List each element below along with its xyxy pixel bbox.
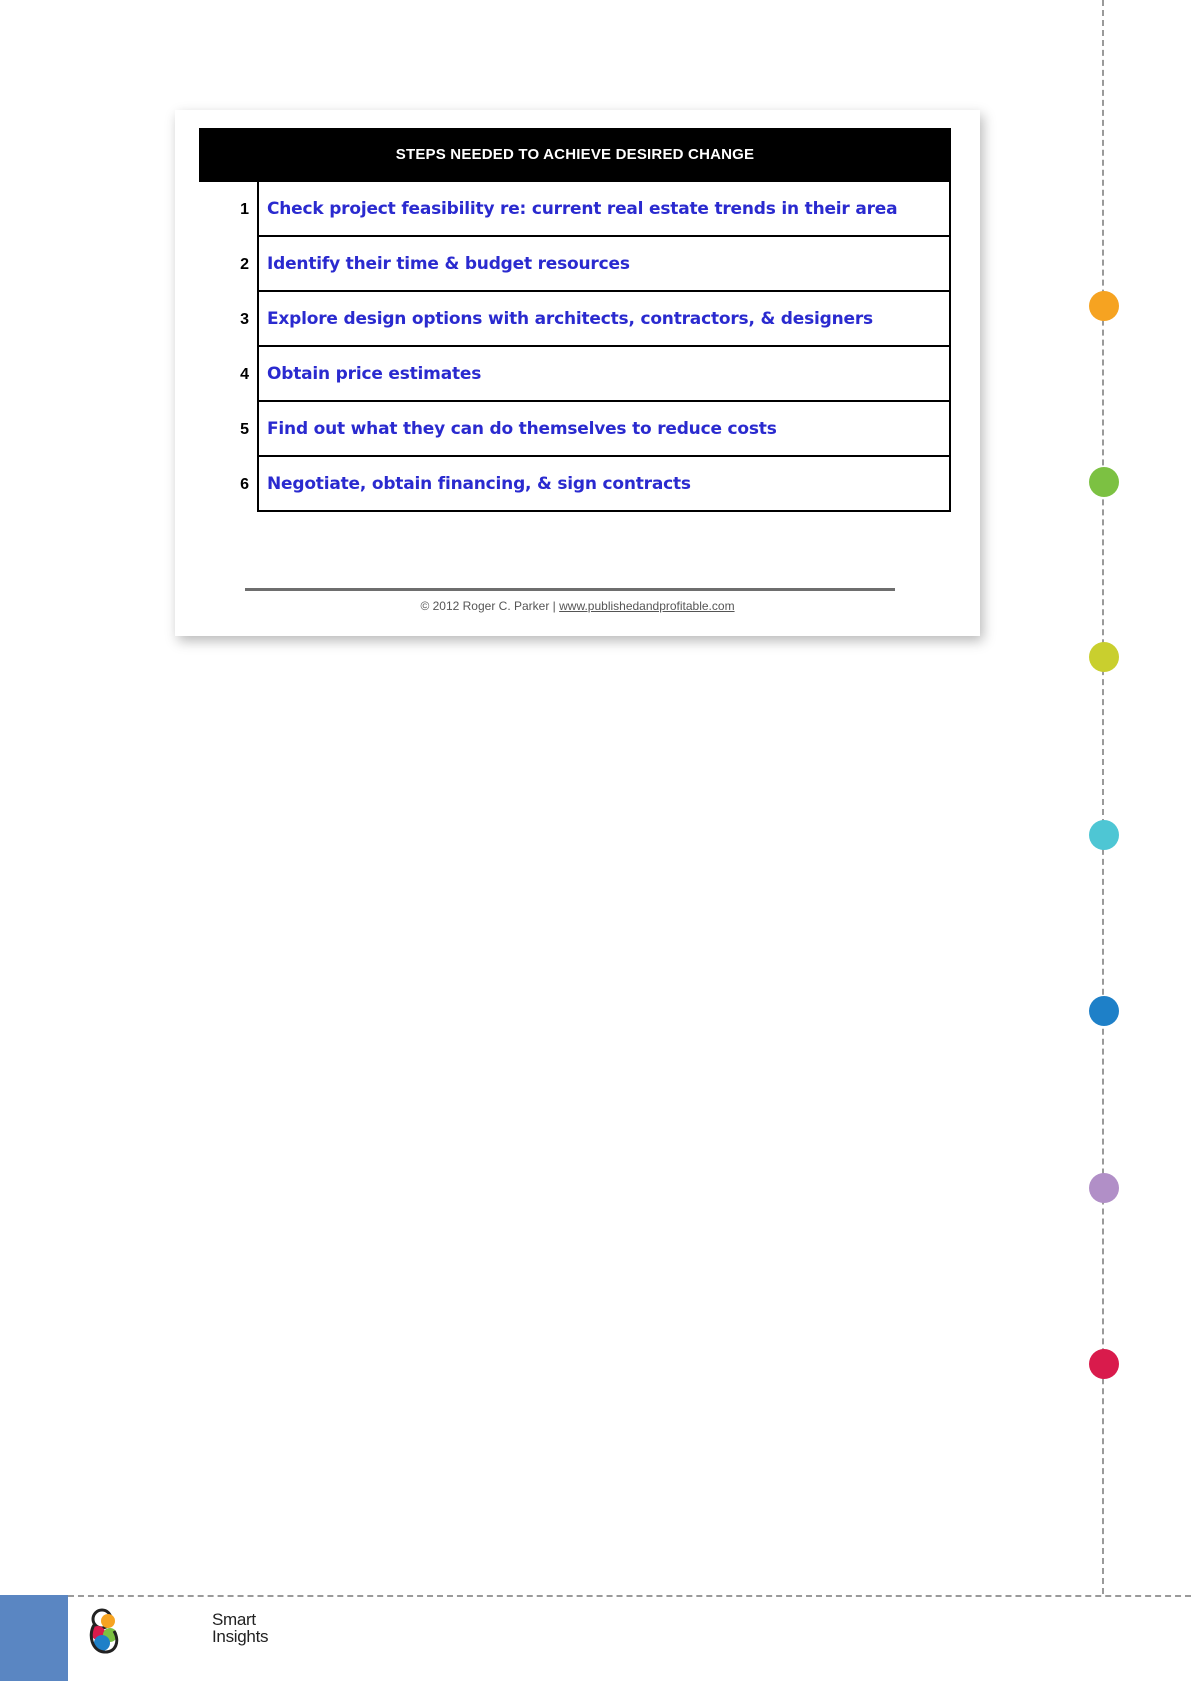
credit-text: © 2012 Roger C. Parker | bbox=[420, 599, 560, 613]
step-row bbox=[199, 347, 951, 402]
bottom-dashed-rule bbox=[68, 1595, 1191, 1597]
steps-list bbox=[199, 182, 951, 512]
logo-icon bbox=[88, 1607, 124, 1655]
step-text: Identify their time & budget resources bbox=[257, 237, 951, 292]
slide-divider bbox=[245, 588, 895, 591]
step-number: 2 bbox=[240, 256, 249, 273]
lime-dot bbox=[1089, 642, 1119, 672]
orange-dot bbox=[1089, 291, 1119, 321]
step-text: Obtain price estimates bbox=[257, 347, 951, 402]
purple-dot bbox=[1089, 1173, 1119, 1203]
smart-insights-logo bbox=[88, 1607, 269, 1657]
step-number: 4 bbox=[240, 366, 249, 383]
step-text: Negotiate, obtain financing, & sign contracts bbox=[257, 457, 951, 512]
slide-header: STEPS NEEDED TO ACHIEVE DESIRED CHANGE bbox=[199, 128, 951, 182]
step-text: Check project feasibility re: current real estate trends in their area bbox=[257, 182, 951, 237]
step-row bbox=[199, 402, 951, 457]
step-number: 5 bbox=[240, 421, 249, 438]
step-row bbox=[199, 457, 951, 512]
logo-word-smart: Smart bbox=[212, 1610, 256, 1629]
step-number: 3 bbox=[240, 311, 249, 328]
step-row bbox=[199, 292, 951, 347]
slide-credit bbox=[175, 599, 980, 613]
step-text: Explore design options with architects, contractors, & designers bbox=[257, 292, 951, 347]
red-dot bbox=[1089, 1349, 1119, 1379]
step-row bbox=[199, 237, 951, 292]
footer-color-block bbox=[0, 1595, 68, 1681]
step-row bbox=[199, 182, 951, 237]
embedded-slide-image bbox=[175, 110, 980, 636]
logo-word-insights: Insights bbox=[212, 1627, 269, 1646]
step-text: Find out what they can do themselves to reduce costs bbox=[257, 402, 951, 457]
step-number: 1 bbox=[240, 201, 249, 218]
credit-link[interactable]: www.publishedandprofitable.com bbox=[559, 599, 735, 613]
blue-dot bbox=[1089, 996, 1119, 1026]
green-dot bbox=[1089, 467, 1119, 497]
cyan-dot bbox=[1089, 820, 1119, 850]
step-number: 6 bbox=[240, 476, 249, 493]
